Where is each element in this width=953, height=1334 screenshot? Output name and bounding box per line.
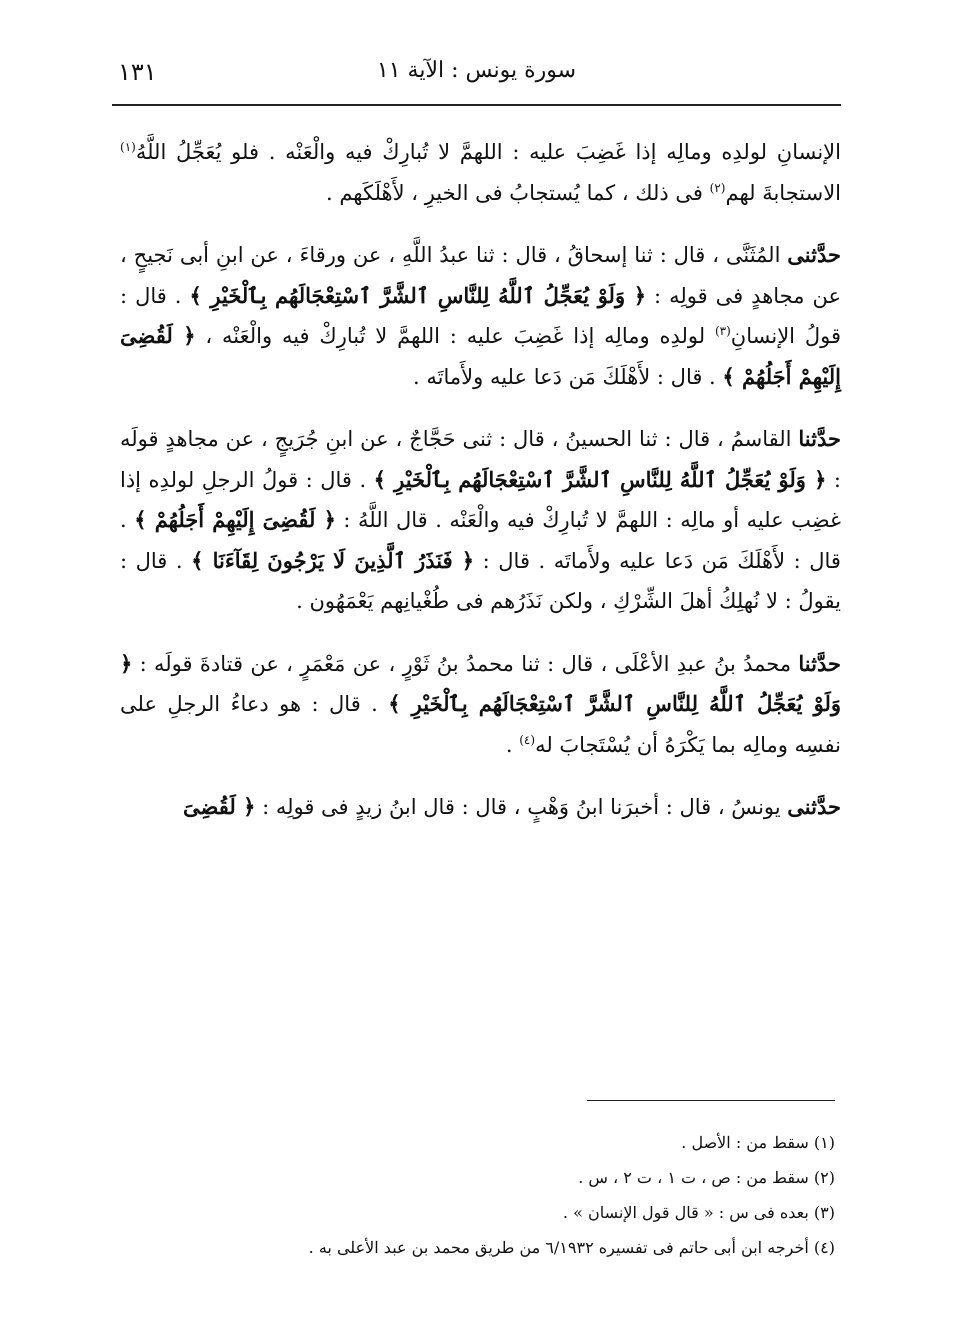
body-paragraph [120, 419, 841, 622]
text-segment: . قال : يقولُ : لا نُهلِكُ أهلَ الشِّرْكِ ، ولكن نَذَرُهم فى طُغْيانِهم يَعْمَهُون . [120, 548, 841, 613]
quran-quote: ﴿ فَنَذَرُ ٱلَّذِينَ لَا يَرْجُونَ لِقَآءَنَا ﴾ [191, 547, 475, 573]
footnote-ref: (٣) [714, 324, 731, 338]
quran-quote: ﴿ وَلَوْ يُعَجِّلُ ٱللَّهُ لِلنَّاسِ ٱلشَّرَّ ٱسْتِعْجَالَهُم بِٱلْخَيْرِ ﴾ [120, 650, 841, 716]
text-segment: . قال : قولُ الإنسانِ [120, 283, 841, 348]
text-segment: . [505, 732, 520, 757]
text-segment: . قال : لأَهْلَكَ مَن دَعا عليه ولأَماتَه . [413, 364, 723, 389]
text-segment: القاسمُ ، قال : ثنا الحسينُ ، قال : ثنى حَجَّاجٌ ، عن ابنِ جُرَيجٍ ، عن مجاهدٍ قولَه : [120, 427, 841, 492]
text-segment: محمدُ بنُ عبدِ الأعْلَى ، قال : ثنا محمدُ بنُ ثَوْرٍ ، عن مَعْمَرٍ ، عن قتادةَ قولَه : [132, 651, 799, 676]
footnote: (٢) سقط من : ص ، ت ١ ، ت ٢ ، س . [578, 1168, 835, 1187]
text-segment: المُثَنَّى ، قال : ثنا إسحاقُ ، قال : ثنا عبدُ اللَّهِ ، عن ورقاءَ ، عن ابنِ أبى نَجيحٍ ، عن مجاهدٍ فى قولِه : [120, 243, 842, 308]
text-segment: يونسُ ، قال : أخبرَنا ابنُ وَهْبٍ ، قال : قال ابنُ زيدٍ فى قولِه : [255, 795, 788, 819]
text-segment: . قال : قولُ الرجلِ لولدِه إذا غضِب عليه أو مالِه : اللهمَّ لا تُبارِكْ فيه والْعَنْه . قال اللَّهُ : [120, 467, 841, 532]
footnote-ref: (٢) [709, 180, 726, 195]
footnote-divider [587, 1100, 835, 1101]
quran-quote: ﴿ لَقُضِىَ إِلَيْهِمْ أَجَلُهُمْ ﴾ [120, 323, 841, 389]
main-text [120, 132, 841, 828]
page-header [118, 58, 835, 100]
footnote-ref: (٤) [519, 732, 536, 747]
text-segment: الإنسانِ لولدِه ومالِه إذا غَضِبَ عليه : اللهمَّ لا تُبارِكْ فيه والْعَنْه . فلو يُعَجِّلُ اللَّهُ [135, 140, 841, 164]
body-paragraph [120, 132, 841, 213]
narrator-formula: حدَّثنا [798, 426, 841, 451]
footnote-ref: (١) [120, 140, 136, 154]
quran-quote: ﴿ وَلَوْ يُعَجِّلُ ٱللَّهُ لِلنَّاسِ ٱلشَّرَّ ٱسْتِعْجَالَهُم بِٱلْخَيْرِ ﴾ [189, 282, 647, 308]
quran-quote: ﴿ لَقُضِىَ [183, 794, 256, 819]
text-segment: الاستجابةَ لهم [725, 180, 841, 205]
text-segment: . قال : هو دعاءُ الرجلِ على نفسِه ومالِه بما يَكْرَهُ أن يُسْتَجابَ له [120, 692, 841, 757]
text-segment: . قال : لأَهْلَكَ مَن دَعا عليه ولأَماتَه . قال : [120, 508, 841, 573]
text-segment: فى ذلك ، كما يُستجابُ فى الخيرِ ، لأَهْلَكَهم . [325, 180, 710, 205]
page-number: ١٣١ [118, 58, 157, 86]
footnote: (٣) بعده فى س : « قال قول الإنسان » . [562, 1203, 835, 1222]
narrator-formula: حدَّثنى [787, 242, 841, 267]
header-divider [112, 104, 841, 106]
running-title: سورة يونس : الآية ١١ [376, 58, 577, 83]
text-segment: لولدِه ومالِه إذا غَضِبَ عليه : اللهمَّ لا تُبارِكْ فيه والْعَنْه ، [195, 324, 715, 348]
quran-quote: ﴿ وَلَوْ يُعَجِّلُ ٱللَّهُ لِلنَّاسِ ٱلشَّرَّ ٱسْتِعْجَالَهُم بِٱلْخَيْرِ ﴾ [373, 466, 827, 492]
footnote: (٤) أخرجه ابن أبى حاتم فى تفسيره ٦/١٩٣٢ من طريق محمد بن عبد الأعلى به . [308, 1238, 835, 1257]
body-paragraph [120, 235, 841, 397]
footnotes [120, 1125, 835, 1265]
narrator-formula: حدَّثنا [798, 650, 841, 676]
body-paragraph [120, 787, 841, 828]
body-paragraph [120, 644, 841, 766]
narrator-formula: حدَّثنى [787, 794, 841, 819]
footnote: (١) سقط من : الأصل . [681, 1133, 835, 1152]
quran-quote: ﴿ لَقُضِىَ إِلَيْهِمْ أَجَلُهُمْ ﴾ [134, 507, 336, 532]
